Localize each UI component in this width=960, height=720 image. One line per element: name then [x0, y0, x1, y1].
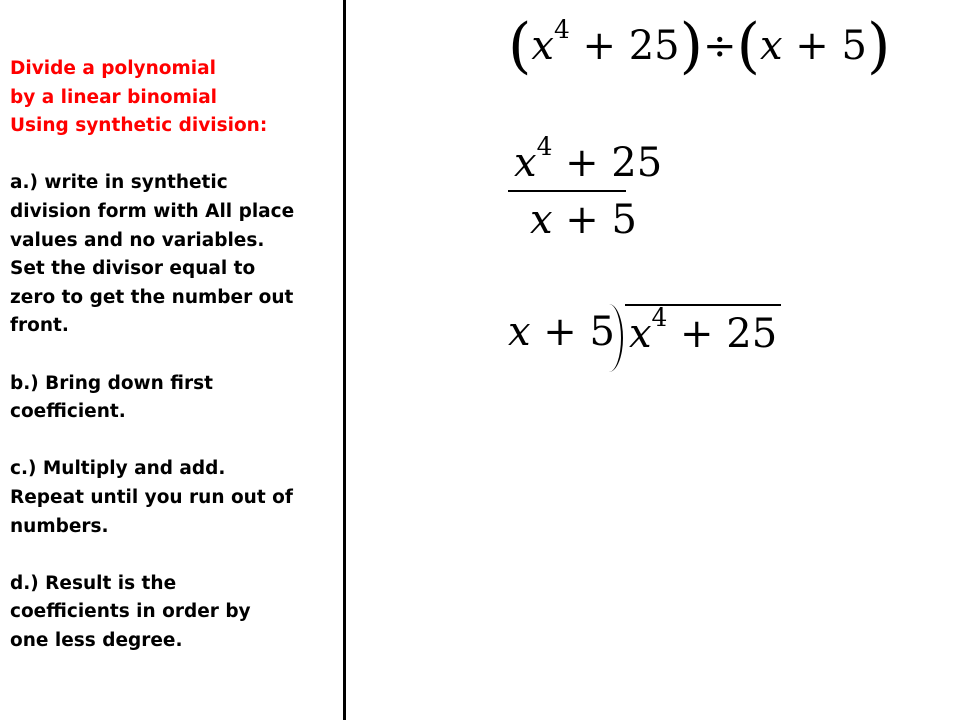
- exponent: 4: [553, 14, 570, 44]
- step-b-line-2: coefficient.: [10, 401, 126, 423]
- plus-sign: +: [565, 197, 599, 243]
- vertical-divider: [343, 0, 346, 720]
- fraction-denominator: [508, 192, 668, 242]
- spacer: [10, 341, 340, 370]
- dividend-constant: 25: [726, 311, 778, 357]
- close-paren: ): [679, 11, 704, 82]
- long-division-bracket: [607, 304, 623, 372]
- plus-sign: +: [582, 23, 616, 69]
- variable: x: [514, 140, 537, 186]
- long-division-divisor: [508, 304, 615, 360]
- instructions-panel: [10, 55, 340, 655]
- fraction-numerator: [508, 131, 668, 190]
- division-expression-inline: [508, 11, 891, 82]
- dividend-constant: 25: [611, 140, 663, 186]
- exponent: 4: [536, 131, 553, 161]
- step-a-line-6: front.: [10, 315, 69, 337]
- plus-sign: +: [795, 23, 829, 69]
- heading-line-1: Divide a polynomial: [10, 58, 216, 79]
- step-c-line-3: numbers.: [10, 515, 109, 537]
- variable: x: [530, 197, 553, 243]
- division-expression-fraction: [508, 131, 668, 243]
- step-c-line-2: Repeat until you run out of: [10, 486, 293, 508]
- variable: x: [759, 23, 783, 69]
- variable: x: [628, 311, 652, 357]
- divide-symbol: ÷: [703, 23, 737, 69]
- open-paren: (: [736, 11, 760, 82]
- divisor-constant: 5: [589, 309, 615, 355]
- heading-line-3: Using synthetic division:: [10, 115, 268, 137]
- variable: x: [508, 309, 531, 355]
- step-a-line-1: a.) write in synthetic: [10, 172, 228, 194]
- division-expression-long-division: [508, 304, 781, 376]
- spacer: [10, 427, 340, 456]
- spacer: [10, 541, 340, 570]
- step-a-line-5: zero to get the number out: [10, 286, 294, 308]
- spacer: [10, 141, 340, 170]
- variable: x: [531, 23, 554, 69]
- exponent: 4: [651, 302, 668, 332]
- divisor-constant: 5: [841, 23, 867, 69]
- step-b-line-1: b.) Bring down first: [10, 372, 213, 394]
- dividend-constant: 25: [628, 23, 680, 69]
- long-division-dividend: [625, 304, 781, 362]
- close-paren: ): [866, 11, 891, 82]
- step-a-line-3: values and no variables.: [10, 229, 265, 251]
- heading-line-2: by a linear binomial: [10, 86, 218, 108]
- step-d-line-3: one less degree.: [10, 629, 183, 651]
- plus-sign: +: [565, 140, 599, 186]
- step-a-line-4: Set the divisor equal to: [10, 258, 256, 280]
- step-c-line-1: c.) Multiply and add.: [10, 458, 226, 480]
- divisor-constant: 5: [611, 197, 637, 243]
- step-a-line-2: division form with All place: [10, 200, 295, 222]
- step-d-line-2: coefficients in order by: [10, 601, 251, 623]
- plus-sign: +: [680, 311, 714, 357]
- step-d-line-1: d.) Result is the: [10, 572, 177, 594]
- open-paren: (: [508, 11, 532, 82]
- plus-sign: +: [543, 309, 577, 355]
